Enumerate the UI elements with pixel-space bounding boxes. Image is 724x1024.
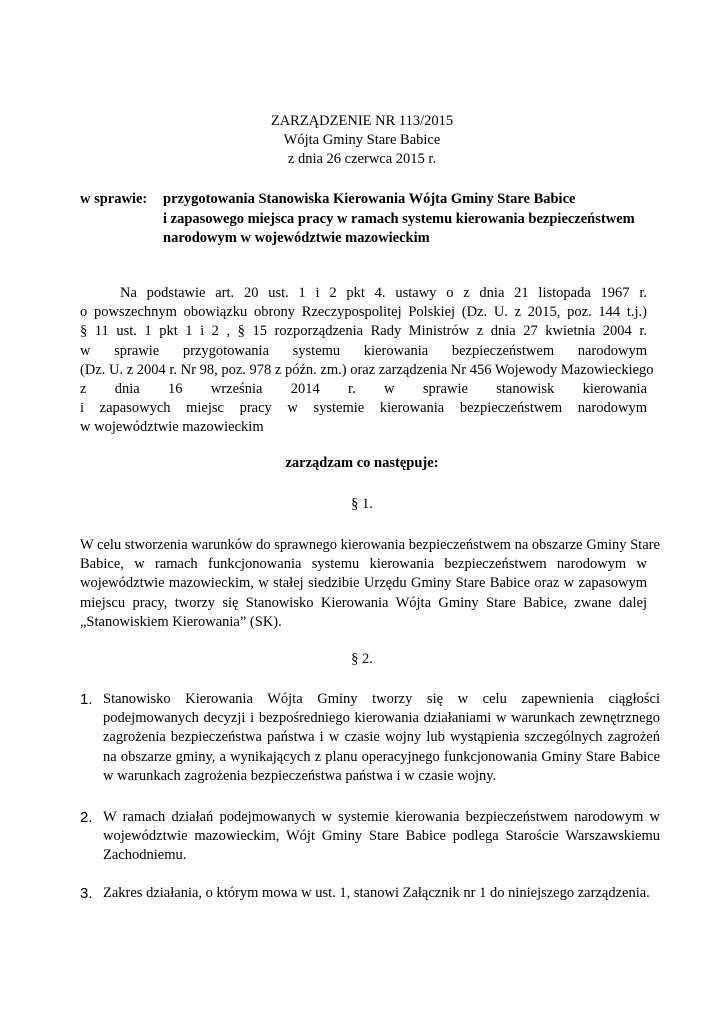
paragraph-line: Stanowisko Kierowania Wójta Gminy tworzy się w celu zapewnienia ciągłości: [103, 691, 660, 707]
legal-basis-paragraph: [80, 284, 654, 438]
paragraph-line: W ramach działań podejmowanych w systemie kierowania bezpieczeństwem narodowym w: [103, 809, 660, 825]
paragraph-line: podejmowanych decyzji i bezpośredniego kierowania działaniami w warunkach zewnętrznego: [103, 710, 660, 727]
subject-line: i zapasowego miejsca pracy w ramach systemu kierowania bezpieczeństwem: [163, 210, 635, 227]
list-item-text: [103, 690, 660, 786]
paragraph-line: województwie mazowieckim, Wójt Gminy Stare Babice podlega Staroście Warszawskiemu: [103, 828, 660, 845]
paragraph-line: § 11 ust. 1 pkt 1 i 2 , § 15 rozporządzenia Rady Ministrów z dnia 27 kwietnia 2004 r.: [80, 323, 647, 340]
paragraph-line: miejscu pracy, tworzy się Stanowisko Kierowania Wójta Gminy Stare Babice, zwane dalej: [80, 594, 647, 611]
section-1-heading: § 1.: [351, 496, 373, 512]
paragraph-line: w warunkach zagrożenia bezpieczeństwa państwa i w czasie wojny.: [103, 767, 497, 784]
paragraph-line: Na podstawie art. 20 ust. 1 i 2 pkt 4. ustawy o z dnia 21 listopada 1967 r.: [120, 285, 647, 301]
paragraph-line: o powszechnym obowiązku obrony Rzeczypospolitej Polskiej (Dz. U. z 2015, poz. 144 t.j.): [80, 304, 647, 321]
document-issuer: Wójta Gminy Stare Babice: [283, 132, 441, 148]
section-2-heading: § 2.: [351, 651, 373, 667]
section-1-paragraph: [80, 536, 660, 632]
paragraph-line: województwie mazowieckim, w stałej siedzibie Urzędu Gminy Stare Babice oraz w zapasowym: [80, 575, 647, 592]
paragraph-line: w sprawie przygotowania systemu kierowania bezpieczeństwem narodowym: [80, 342, 647, 359]
list-item-number: 3.: [80, 885, 93, 902]
paragraph-line: Zakres działania, o którym mowa w ust. 1, stanowi Załącznik nr 1 do niniejszego zarządzenia.: [103, 885, 650, 901]
document-title: ZARZĄDZENIE NR 113/2015: [270, 113, 454, 129]
subject-line: przygotowania Stanowiska Kierowania Wójta Gminy Stare Babice: [163, 191, 576, 207]
paragraph-line: na obszarze gminy, a wynikających z planu operacyjnego funkcjonowania Gminy Stare Babice: [103, 748, 660, 765]
paragraph-line: zagrożenia bezpieczeństwa państwa i w czasie wojny lub wystąpienia szczególnych zagrożeń: [103, 729, 660, 746]
decree-phrase: zarządzam co następuje:: [285, 455, 439, 471]
list-item-number: 1.: [80, 691, 93, 708]
subject-text: [163, 190, 703, 249]
paragraph-line: „Stanowiskiem Kierowania” (SK).: [80, 613, 282, 630]
paragraph-line: i zapasowych miejsc pracy w systemie kierowania bezpieczeństwem narodowym: [80, 400, 647, 417]
subject-label: w sprawie:: [80, 191, 148, 207]
paragraph-line: (Dz. U. z 2004 r. Nr 98, poz. 978 z późn. zm.) oraz zarządzenia Nr 456 Wojewody Mazowieckiego: [80, 361, 654, 378]
paragraph-line: W celu stworzenia warunków do sprawnego kierowania bezpieczeństwem na obszarze Gminy Stare: [80, 537, 660, 553]
paragraph-line: w województwie mazowieckim: [80, 419, 264, 436]
subject-line: narodowym w województwie mazowieckim: [163, 230, 430, 246]
paragraph-line: Zachodniemu.: [103, 847, 187, 864]
document-date: z dnia 26 czerwca 2015 r.: [287, 151, 437, 167]
paragraph-line: z dnia 16 września 2014 r. w sprawie stanowisk kierowania: [80, 381, 647, 398]
list-item-text: [103, 884, 660, 903]
list-item-number: 2.: [80, 809, 93, 826]
paragraph-line: Babice, w ramach funkcjonowania systemu kierowania bezpieczeństwem narodowym w: [80, 556, 647, 573]
list-item-text: [103, 808, 660, 866]
